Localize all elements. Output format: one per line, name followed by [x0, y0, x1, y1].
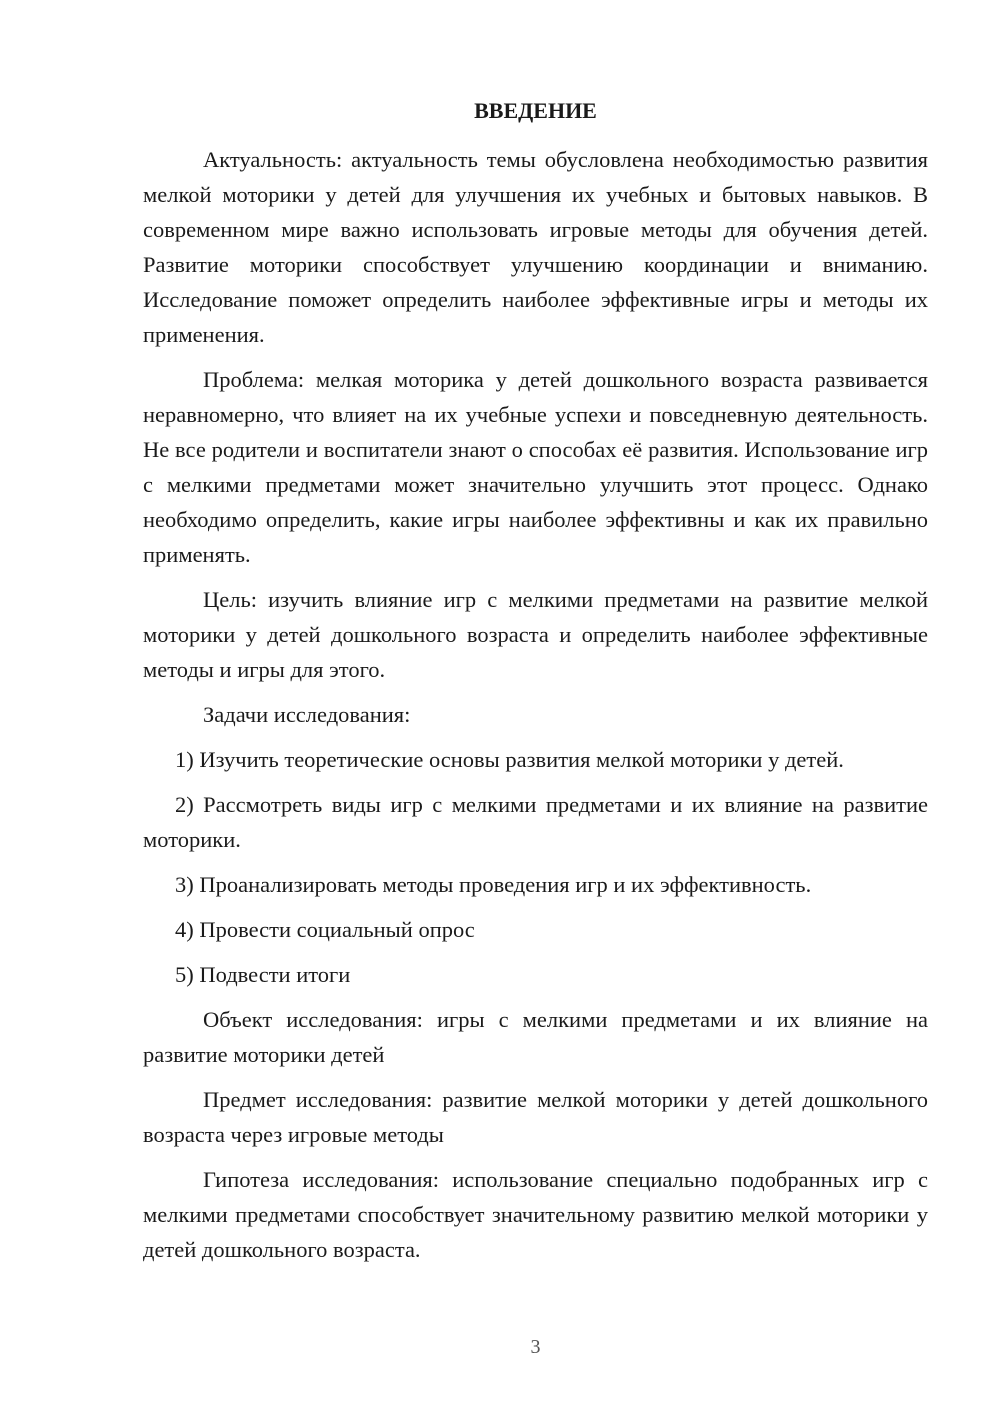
task-item-1: 1) Изучить теоретические основы развития мелкой моторики у детей. — [175, 747, 844, 772]
paragraph-goal: Цель: изучить влияние игр с мелкими предметами на развитие мелкой моторики у детей дошкольного возраста и определить наиболее эффективные методы и игры для этого. — [143, 587, 928, 682]
paragraph-object: Объект исследования: игры с мелкими предметами и их влияние на развитие моторики детей — [143, 1007, 928, 1067]
paragraph-hypothesis: Гипотеза исследования: использование специально подобранных игр с мелкими предметами способствует значительному развитию мелкой моторики у детей дошкольного возраста. — [143, 1167, 928, 1262]
document-body — [143, 142, 928, 1277]
task-item-4: 4) Провести социальный опрос — [175, 917, 475, 942]
task-item-3: 3) Проанализировать методы проведения игр и их эффективность. — [175, 872, 812, 897]
page-number: 3 — [530, 1336, 541, 1358]
paragraph-subject: Предмет исследования: развитие мелкой моторики у детей дошкольного возраста через игровые методы — [143, 1087, 928, 1147]
paragraph-tasks-heading: Задачи исследования: — [203, 702, 411, 727]
task-item-2: 2) Рассмотреть виды игр с мелкими предметами и их влияние на развитие моторики. — [143, 792, 928, 852]
page-title: ВВЕДЕНИЕ — [474, 98, 597, 123]
task-item-5: 5) Подвести итоги — [175, 962, 351, 987]
paragraph-problem: Проблема: мелкая моторика у детей дошкольного возраста развивается неравномерно, что влияет на их учебные успехи и повседневную деятельность. Не все родители и воспитатели знают о способах её развития. Использование игр с мелкими предметами может значительно улучшить этот процесс. Однако необходимо определить, какие игры наиболее эффективны и как их правильно применять. — [143, 367, 928, 567]
paragraph-relevance: Актуальность: актуальность темы обусловлена необходимостью развития мелкой моторики у детей для улучшения их учебных и бытовых навыков. В современном мире важно использовать игровые методы для обучения детей. Развитие моторики способствует улучшению координации и вниманию. Исследование поможет определить наиболее эффективные игры и методы их применения. — [143, 147, 928, 347]
